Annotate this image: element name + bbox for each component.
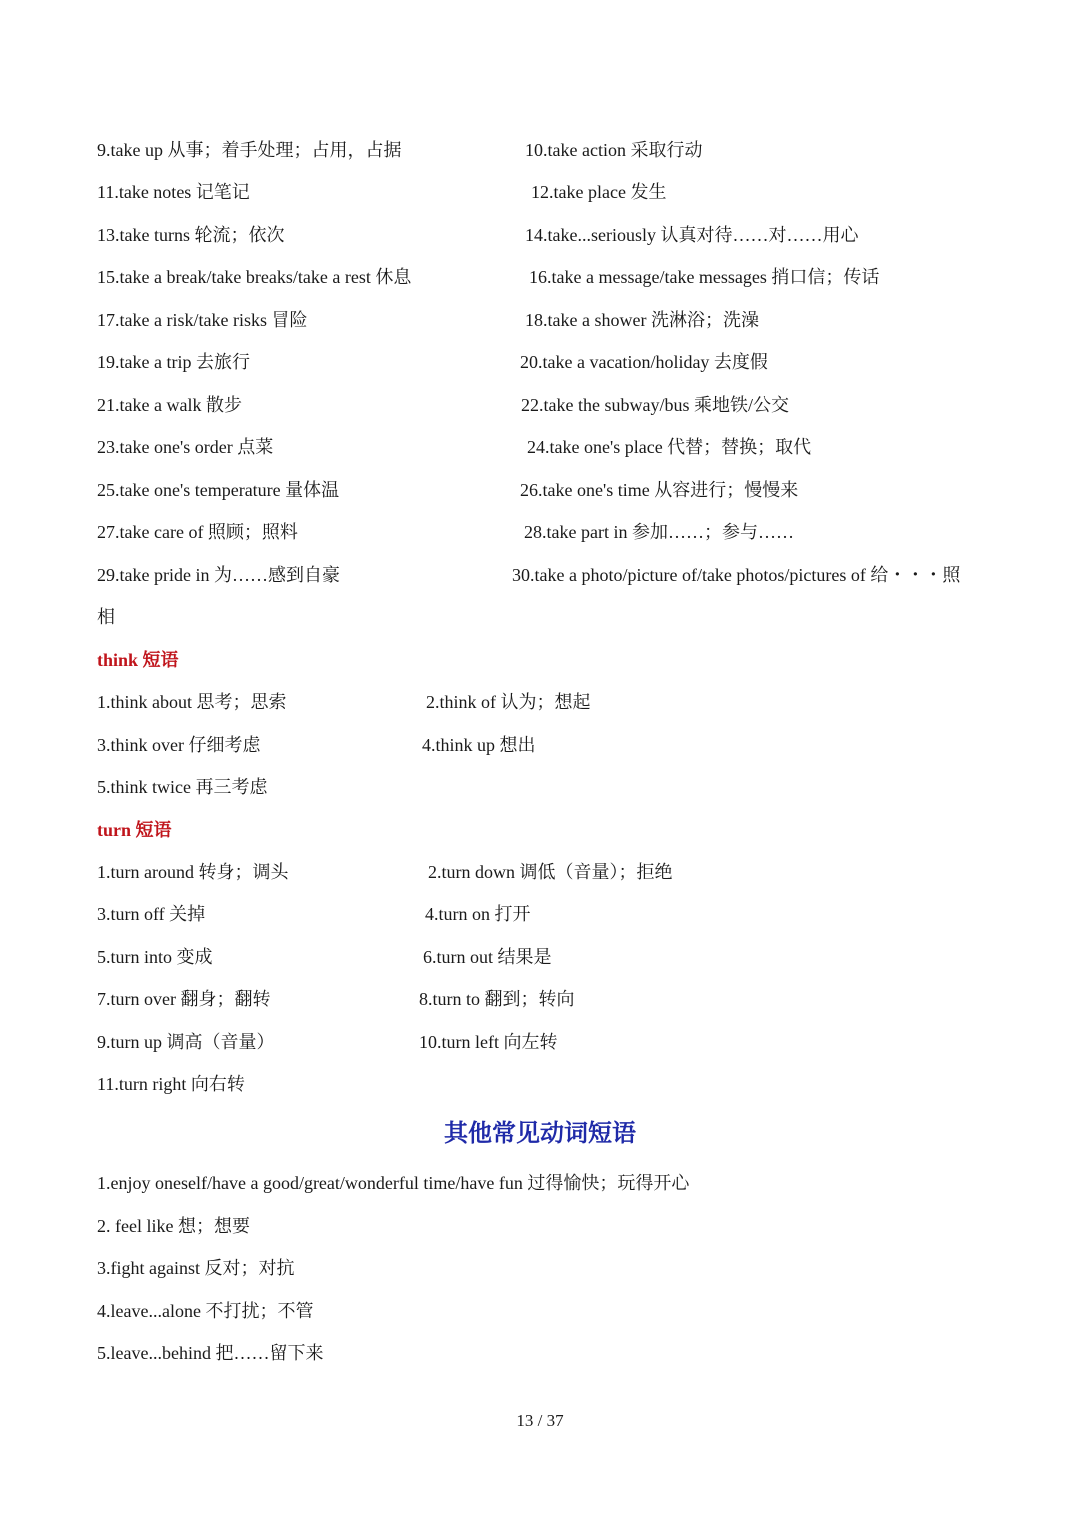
- take-phrase-19: 19.take a trip 去旅行: [97, 352, 250, 372]
- take-phrase-11: 11.take notes 记笔记: [97, 182, 250, 202]
- take-phrase-17: 17.take a risk/take risks 冒险: [97, 310, 308, 330]
- think-heading: think 短语: [97, 650, 179, 670]
- think-phrase-2: 2.think of 认为；想起: [426, 692, 591, 712]
- take-phrase-13: 13.take turns 轮流；依次: [97, 225, 285, 245]
- other-phrase-1: 1.enjoy oneself/have a good/great/wonderful time/have fun 过得愉快；玩得开心: [97, 1173, 690, 1193]
- take-phrase-14: 14.take...seriously 认真对待……对……用心: [525, 225, 859, 245]
- think-phrase-4: 4.think up 想出: [422, 735, 536, 755]
- take-phrase-30: 30.take a photo/picture of/take photos/pictures of 给・・・照: [512, 565, 961, 585]
- take-phrase-9: 9.take up 从事；着手处理；占用，占据: [97, 140, 402, 160]
- think-phrase-1: 1.think about 思考；思索: [97, 692, 287, 712]
- take-phrase-29: 29.take pride in 为……感到自豪: [97, 565, 340, 585]
- take-phrase-15: 15.take a break/take breaks/take a rest 休息: [97, 267, 412, 287]
- take-phrase-18: 18.take a shower 洗淋浴；洗澡: [525, 310, 759, 330]
- turn-phrase-4: 4.turn on 打开: [425, 904, 531, 924]
- turn-phrase-1: 1.turn around 转身；调头: [97, 862, 289, 882]
- turn-phrase-8: 8.turn to 翻到；转向: [419, 989, 575, 1009]
- take-phrase-21: 21.take a walk 散步: [97, 395, 242, 415]
- turn-phrase-11: 11.turn right 向右转: [97, 1074, 245, 1094]
- take-phrase-22: 22.take the subway/bus 乘地铁/公交: [521, 395, 789, 415]
- take-phrase-12: 12.take place 发生: [531, 182, 667, 202]
- take-phrase-26: 26.take one's time 从容进行；慢慢来: [520, 480, 799, 500]
- other-phrase-2: 2. feel like 想；想要: [97, 1216, 250, 1236]
- think-phrase-3: 3.think over 仔细考虑: [97, 735, 261, 755]
- take-phrase-10: 10.take action 采取行动: [525, 140, 703, 160]
- turn-phrase-9: 9.turn up 调高（音量）: [97, 1032, 275, 1052]
- take-phrase-24: 24.take one's place 代替；替换；取代: [527, 437, 812, 457]
- take-phrase-30-wrap: 相: [97, 607, 115, 627]
- turn-phrase-5: 5.turn into 变成: [97, 947, 213, 967]
- turn-phrase-7: 7.turn over 翻身；翻转: [97, 989, 271, 1009]
- take-phrase-16: 16.take a message/take messages 捎口信；传话: [529, 267, 880, 287]
- turn-phrase-3: 3.turn off 关掉: [97, 904, 206, 924]
- take-phrase-25: 25.take one's temperature 量体温: [97, 480, 340, 500]
- take-phrase-27: 27.take care of 照顾；照料: [97, 522, 298, 542]
- other-phrase-3: 3.fight against 反对；对抗: [97, 1258, 295, 1278]
- other-phrases-title: 其他常见动词短语: [444, 1121, 636, 1147]
- turn-phrase-6: 6.turn out 结果是: [423, 947, 552, 967]
- take-phrase-28: 28.take part in 参加……；参与……: [524, 522, 794, 542]
- other-phrase-4: 4.leave...alone 不打扰；不管: [97, 1301, 314, 1321]
- think-phrase-5: 5.think twice 再三考虑: [97, 777, 268, 797]
- turn-phrase-10: 10.turn left 向左转: [419, 1032, 558, 1052]
- turn-heading: turn 短语: [97, 820, 172, 840]
- other-phrase-5: 5.leave...behind 把……留下来: [97, 1343, 324, 1363]
- take-phrase-20: 20.take a vacation/holiday 去度假: [520, 352, 768, 372]
- take-phrase-23: 23.take one's order 点菜: [97, 437, 274, 457]
- turn-phrase-2: 2.turn down 调低（音量）；拒绝: [428, 862, 673, 882]
- page-number: 13 / 37: [516, 1411, 564, 1430]
